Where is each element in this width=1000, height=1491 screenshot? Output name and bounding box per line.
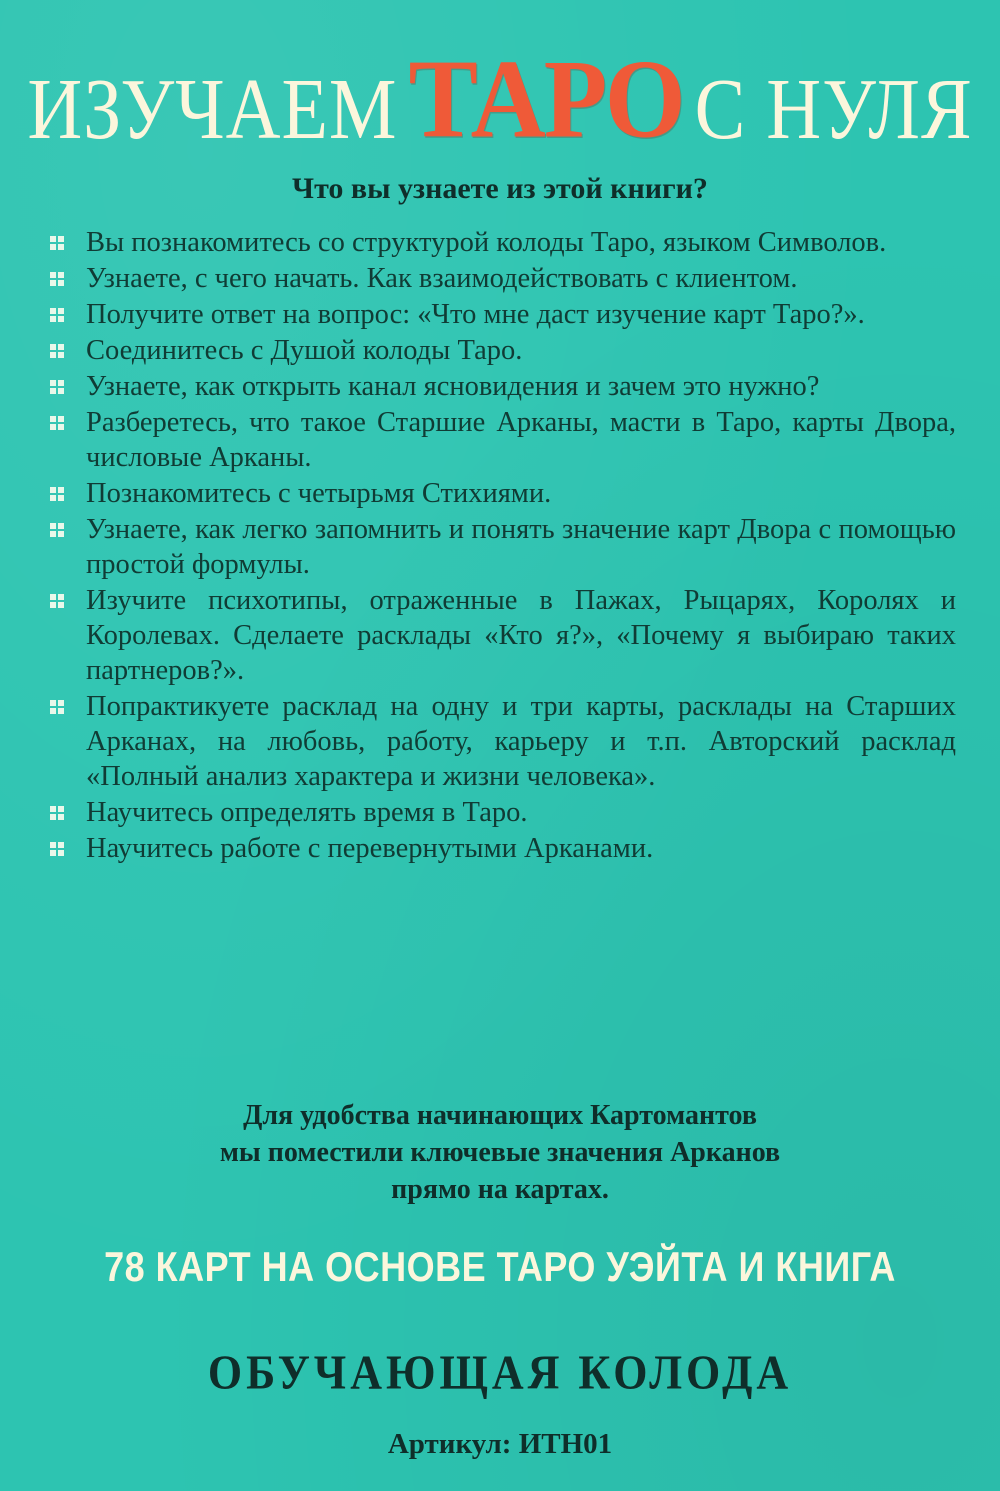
ornament-bullet-icon bbox=[50, 700, 64, 714]
features-heading: Что вы узнаете из этой книги? bbox=[292, 172, 708, 205]
feature-text: Узнаете, как открыть канал ясновидения и зачем это нужно? bbox=[86, 371, 820, 402]
feature-text: Соединитесь с Душой колоды Таро. bbox=[86, 335, 523, 366]
feature-text: Познакомитесь с четырьмя Стихиями. bbox=[86, 478, 552, 509]
title-part-1: ИЗУЧАЕМ bbox=[27, 60, 398, 158]
note-line-3: прямо на картах. bbox=[391, 1174, 609, 1205]
feature-text: Получите ответ на вопрос: «Что мне даст изучение карт Таро?». bbox=[86, 299, 865, 330]
feature-text: Разберетесь, что такое Старшие Арканы, масти в Таро, карты Двора, числовые Арканы. bbox=[86, 407, 956, 473]
feature-item bbox=[46, 512, 956, 582]
title-part-2: С НУЛЯ bbox=[694, 60, 973, 158]
ornament-bullet-icon bbox=[50, 380, 64, 394]
feature-item bbox=[46, 369, 956, 404]
feature-text: Узнаете, с чего начать. Как взаимодействовать с клиентом. bbox=[86, 263, 798, 294]
features-list bbox=[46, 225, 956, 867]
feature-item bbox=[46, 297, 956, 332]
feature-text: Изучите психотипы, отраженные в Пажах, Рыцарях, Королях и Королевах. Сделаете расклады «Кто я?», «Почему я выбираю таких партнеров?». bbox=[86, 585, 956, 686]
ornament-bullet-icon bbox=[50, 487, 64, 501]
ornament-bullet-icon bbox=[50, 344, 64, 358]
feature-text: Узнаете, как легко запомнить и понять значение карт Двора с помощью простой формулы. bbox=[86, 514, 956, 580]
ornament-bullet-icon bbox=[50, 806, 64, 820]
feature-item bbox=[46, 333, 956, 368]
feature-item bbox=[46, 689, 956, 794]
feature-item bbox=[46, 583, 956, 688]
ornament-bullet-icon bbox=[50, 308, 64, 322]
feature-item bbox=[46, 831, 956, 866]
ornament-bullet-icon bbox=[50, 594, 64, 608]
feature-text: Научитесь работе с перевернутыми Арканами. bbox=[86, 833, 654, 864]
feature-item bbox=[46, 261, 956, 296]
deck-type: ОБУЧАЮЩАЯ КОЛОДА bbox=[207, 1345, 793, 1400]
cover-title bbox=[0, 37, 1000, 162]
feature-text: Научитесь определять время в Таро. bbox=[86, 797, 528, 828]
feature-item bbox=[46, 225, 956, 260]
note-line-2: мы поместили ключевые значения Арканов bbox=[219, 1137, 781, 1168]
ornament-bullet-icon bbox=[50, 236, 64, 250]
ornament-bullet-icon bbox=[50, 272, 64, 286]
feature-text: Попрактикуете расклад на одну и три карты, расклады на Старших Арканах, на любовь, работу, карьеру и т.п. Авторский расклад «Полный анализ характера и жизни человека». bbox=[86, 691, 956, 792]
beginner-note bbox=[0, 1097, 1000, 1208]
deck-contents: 78 КАРТ НА ОСНОВЕ ТАРО УЭЙТА И КНИГА bbox=[104, 1242, 896, 1290]
ornament-bullet-icon bbox=[50, 842, 64, 856]
feature-item bbox=[46, 476, 956, 511]
article-number: Артикул: ИТН01 bbox=[387, 1428, 613, 1460]
feature-item bbox=[46, 405, 956, 475]
title-highlight-taro: ТАРО bbox=[408, 37, 684, 162]
feature-item bbox=[46, 795, 956, 830]
feature-text: Вы познакомитесь со структурой колоды Таро, языком Символов. bbox=[86, 227, 887, 258]
ornament-bullet-icon bbox=[50, 416, 64, 430]
ornament-bullet-icon bbox=[50, 523, 64, 537]
note-line-1: Для удобства начинающих Картомантов bbox=[243, 1100, 757, 1131]
